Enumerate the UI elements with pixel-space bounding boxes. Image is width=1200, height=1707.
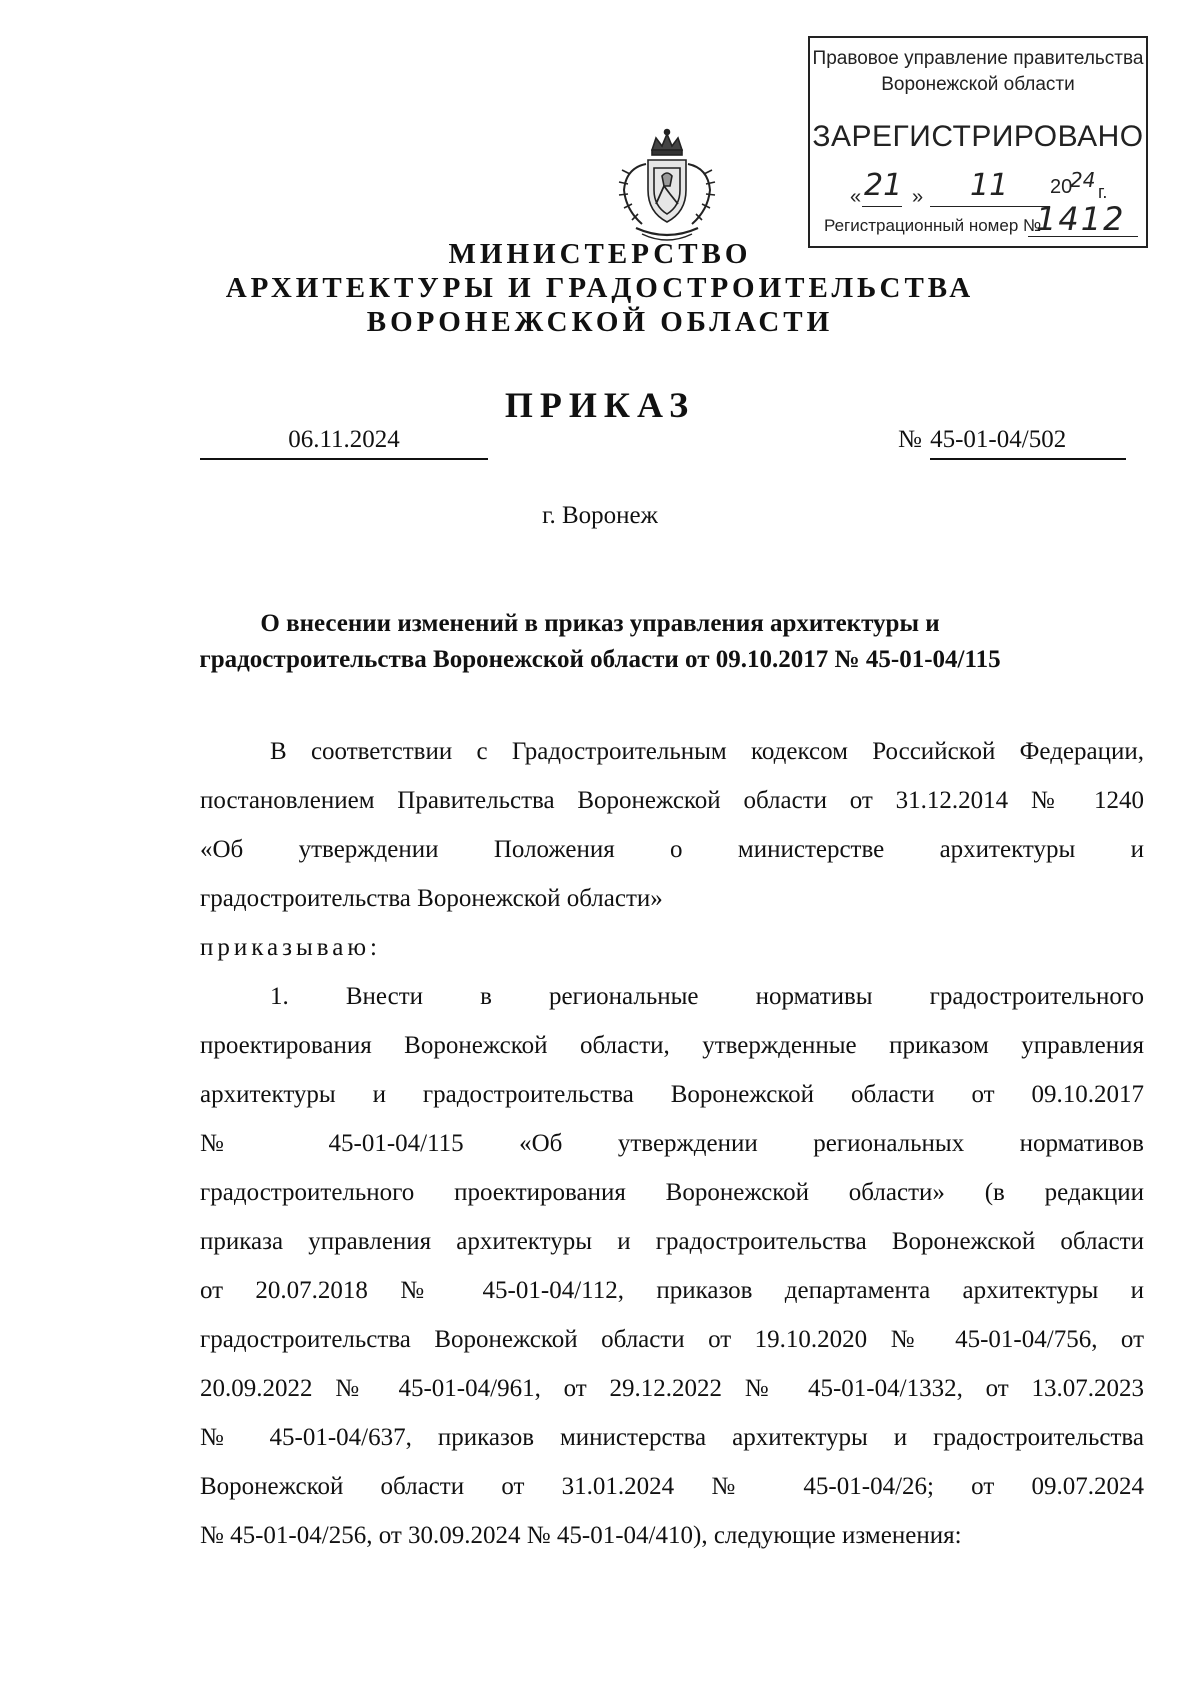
order-body bbox=[200, 736, 1144, 1569]
order-date-underline bbox=[200, 458, 488, 460]
order-number bbox=[898, 426, 1066, 454]
ministry-name-line1: МИНИСТЕРСТВО bbox=[448, 238, 752, 270]
order-number-underline bbox=[930, 458, 1126, 460]
body-line: градостроительства Воронежской области» bbox=[200, 885, 663, 912]
stamp-month: 11 bbox=[970, 168, 1009, 203]
body-line: 1. Внести в региональные нормативы градостроительного bbox=[270, 983, 1144, 1010]
body-line: № 45-01-04/115 «Об утверждении региональных нормативов bbox=[200, 1130, 1144, 1157]
order-city: г. Воронеж bbox=[542, 502, 658, 529]
body-line: «Об утверждении Положения о министерстве архитектуры и bbox=[200, 836, 1144, 863]
body-line: от 20.07.2018 № 45-01-04/112, приказов департамента архитектуры и bbox=[200, 1277, 1144, 1304]
order-date: 06.11.2024 bbox=[288, 426, 400, 453]
registration-stamp bbox=[808, 36, 1148, 248]
body-line: № 45-01-04/637, приказов министерства архитектуры и градостроительства bbox=[200, 1424, 1144, 1451]
stamp-day-underline bbox=[862, 206, 902, 207]
body-line: приказа управления архитектуры и градостроительства Воронежской области bbox=[200, 1228, 1144, 1255]
stamp-year-prefix: 20 bbox=[1050, 176, 1073, 198]
body-line-decree: приказываю: bbox=[200, 934, 381, 961]
document-type-title: ПРИКАЗ bbox=[504, 385, 696, 425]
body-line: градостроительного проектирования Воронежской области» (в редакции bbox=[200, 1179, 1144, 1206]
stamp-year-suffix: 24 bbox=[1070, 168, 1096, 192]
body-line: проектирования Воронежской области, утвержденные приказом управления bbox=[200, 1032, 1144, 1059]
coat-of-arms-icon bbox=[612, 128, 722, 244]
order-number-value: 45-01-04/502 bbox=[930, 426, 1067, 453]
stamp-month-underline bbox=[930, 206, 1050, 207]
order-title-line2: градостроительства Воронежской области от 09.10.2017 № 45-01-04/115 bbox=[199, 646, 1001, 673]
stamp-authority-line2: Воронежской области bbox=[881, 74, 1075, 95]
body-line: градостроительства Воронежской области от 19.10.2020 № 45-01-04/756, от bbox=[200, 1326, 1144, 1353]
body-line: В соответствии с Градостроительным кодексом Российской Федерации, bbox=[270, 738, 1144, 765]
stamp-quote-close: » bbox=[912, 186, 924, 208]
stamp-registered-label: ЗАРЕГИСТРИРОВАНО bbox=[812, 120, 1144, 153]
body-line: 20.09.2022 № 45-01-04/961, от 29.12.2022 № 45-01-04/1332, от 13.07.2023 bbox=[200, 1375, 1144, 1402]
order-number-sign: № bbox=[898, 426, 922, 453]
stamp-authority-line1: Правовое управление правительства bbox=[812, 48, 1144, 69]
body-line: Воронежской области от 31.01.2024 № 45-01-04/26; от 09.07.2024 bbox=[200, 1473, 1144, 1500]
stamp-number-underline bbox=[1028, 236, 1138, 237]
ministry-name-line3: ВОРОНЕЖСКОЙ ОБЛАСТИ bbox=[366, 306, 834, 338]
stamp-number: 1412 bbox=[1036, 200, 1126, 238]
ministry-name-line2: АРХИТЕКТУРЫ И ГРАДОСТРОИТЕЛЬСТВА bbox=[225, 272, 975, 304]
stamp-year-label: г. bbox=[1098, 182, 1108, 202]
body-line: постановлением Правительства Воронежской области от 31.12.2014 № 1240 bbox=[200, 787, 1144, 814]
order-title-line1: О внесении изменений в приказ управления архитектуры и bbox=[260, 610, 940, 637]
stamp-day: 21 bbox=[864, 168, 903, 203]
stamp-quote-open: « bbox=[850, 186, 862, 208]
body-line: № 45-01-04/256, от 30.09.2024 № 45-01-04/410), следующие изменения: bbox=[200, 1522, 962, 1549]
stamp-number-label: Регистрационный номер № bbox=[824, 216, 1042, 235]
body-line: архитектуры и градостроительства Воронежской области от 09.10.2017 bbox=[200, 1081, 1144, 1108]
